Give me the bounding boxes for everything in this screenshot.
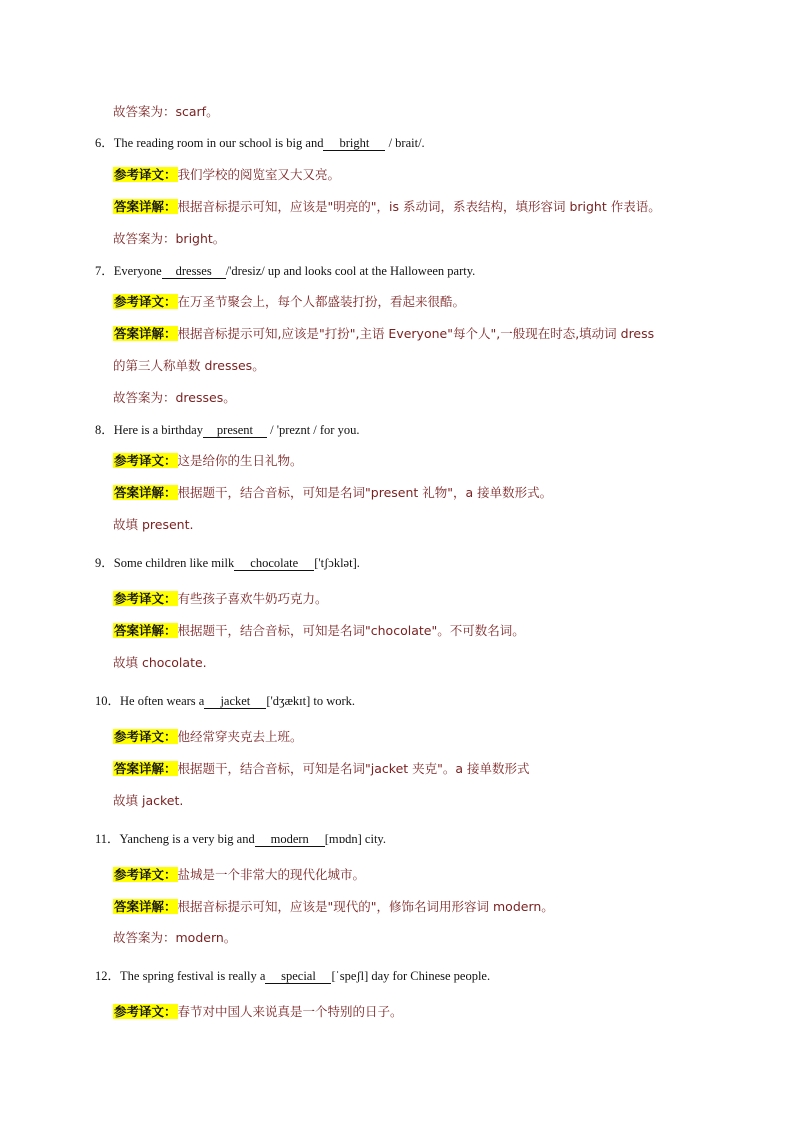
phonetic: [mɒdn] city. (324, 832, 386, 846)
question-text: Here is a birthday (113, 423, 203, 437)
answer-blank: chocolate (234, 556, 314, 571)
answer-line-6: 故答案为：bright。 (113, 231, 226, 246)
explain-text: 根据音标提示可知，应该是"现代的"，修饰名词用形容词 modern。 (177, 899, 554, 914)
explain-text: 根据题干，结合音标，可知是名词"present 礼物"，a 接单数形式。 (177, 485, 553, 500)
answer-blank: dresses (162, 264, 226, 279)
translation-9 (113, 590, 328, 608)
question-text: Everyone (113, 264, 162, 278)
explain-label: 答案详解： (114, 326, 177, 341)
translation-label: 参考译文： (114, 591, 177, 606)
translation-text: 我们学校的阅览室又大又亮。 (177, 167, 341, 182)
explain-9 (113, 622, 525, 640)
question-number: 7． (95, 264, 114, 278)
answer-blank: modern (255, 832, 325, 847)
translation-text: 在万圣节聚会上，每个人都盛装打扮，看起来很酷。 (177, 294, 466, 309)
explain-text: 根据题干，结合音标，可知是名词"chocolate"。不可数名词。 (177, 623, 525, 638)
question-6 (95, 134, 425, 152)
translation-label: 参考译文： (114, 453, 177, 468)
translation-label: 参考译文： (114, 167, 177, 182)
answer-line-10: 故填 jacket. (113, 793, 184, 808)
explain-label: 答案详解： (114, 485, 177, 500)
translation-7 (113, 293, 465, 311)
question-9 (95, 554, 360, 572)
question-number: 8． (95, 423, 114, 437)
question-11 (95, 830, 386, 848)
answer-line-7: 故答案为：dresses。 (113, 390, 236, 405)
explain-label: 答案详解： (114, 199, 177, 214)
answer-line-8: 故填 present. (113, 517, 194, 532)
translation-text: 有些孩子喜欢牛奶巧克力。 (177, 591, 328, 606)
question-number: 9． (95, 556, 114, 570)
explain-text: 根据音标提示可知,应该是"打扮",主语 Everyone"每个人",一般现在时态,填动词 dress (177, 326, 655, 341)
translation-8 (113, 452, 303, 470)
question-number: 11． (95, 832, 120, 846)
translation-6 (113, 166, 340, 184)
question-text: Yancheng is a very big and (119, 832, 255, 846)
answer-line-9: 故填 chocolate. (113, 655, 207, 670)
question-8 (95, 421, 359, 439)
answer-blank: present (203, 423, 267, 438)
question-text: He often wears a (120, 694, 205, 708)
question-number: 10． (95, 694, 121, 708)
translation-label: 参考译文： (114, 1004, 177, 1019)
answer-line-5: 故答案为：scarf。 (113, 104, 219, 119)
answer-blank: special (265, 969, 331, 984)
explain-label: 答案详解： (114, 761, 177, 776)
phonetic: / 'preznt / for you. (266, 423, 360, 437)
question-10 (95, 692, 355, 710)
explain-8 (113, 484, 552, 502)
explain-11 (113, 898, 554, 916)
translation-text: 盐城是一个非常大的现代化城市。 (177, 867, 366, 882)
translation-text: 他经常穿夹克去上班。 (177, 729, 303, 744)
question-text: The spring festival is really a (120, 969, 266, 983)
phonetic: /'dresiz/ up and looks cool at the Halloween party. (225, 264, 476, 278)
explain-6 (113, 198, 661, 216)
question-text: The reading room in our school is big and (113, 136, 324, 150)
question-7 (95, 262, 475, 280)
explain-label: 答案详解： (114, 623, 177, 638)
translation-10 (113, 728, 303, 746)
translation-text: 春节对中国人来说真是一个特别的日子。 (177, 1004, 403, 1019)
phonetic: ['dʒækɪt] to work. (266, 694, 356, 708)
phonetic: / brait/. (385, 136, 425, 150)
phonetic: [ˈspeʃl] day for Chinese people. (331, 969, 491, 983)
explain-label: 答案详解： (114, 899, 177, 914)
phonetic: ['tʃɔklət]. (314, 556, 360, 570)
explain-text: 根据题干，结合音标，可知是名词"jacket 夹克"。a 接单数形式 (177, 761, 530, 776)
answer-blank: jacket (204, 694, 266, 709)
question-text: Some children like milk (113, 556, 235, 570)
explain-7 (113, 325, 654, 343)
translation-label: 参考译文： (114, 729, 177, 744)
explain-text: 根据音标提示可知，应该是"明亮的"，is 系动词，系表结构，填形容词 bright 作表语。 (177, 199, 661, 214)
explain-10 (113, 760, 530, 778)
translation-label: 参考译文： (114, 867, 177, 882)
translation-label: 参考译文： (114, 294, 177, 309)
translation-11 (113, 866, 365, 884)
question-12 (95, 967, 490, 985)
translation-12 (113, 1003, 403, 1021)
answer-line-11: 故答案为：modern。 (113, 930, 237, 945)
question-number: 12． (95, 969, 121, 983)
translation-text: 这是给你的生日礼物。 (177, 453, 303, 468)
explain-7-cont: 的第三人称单数 dresses。 (113, 358, 265, 373)
question-number: 6． (95, 136, 114, 150)
answer-blank: bright (323, 136, 385, 151)
